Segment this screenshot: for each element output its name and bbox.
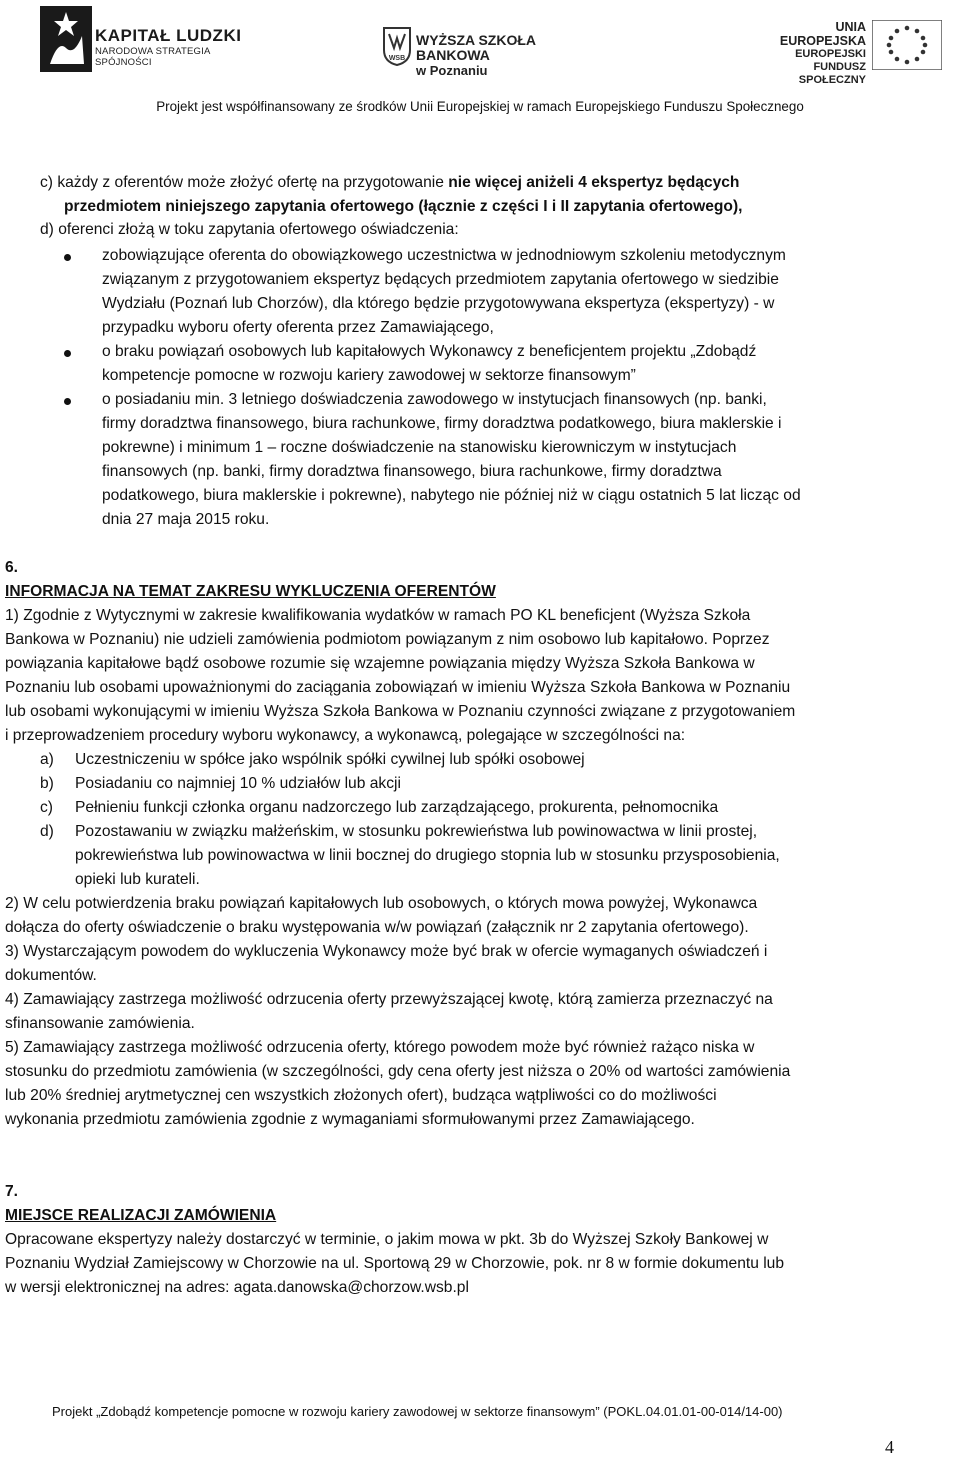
s6-item-a-label: a) bbox=[40, 751, 54, 768]
bullet-dot bbox=[64, 254, 71, 261]
s6-p5-line4: wykonania przedmiotu zamówienia zgodnie z wymaganiami sformułowanymi przez Zamawiającego. bbox=[5, 1111, 695, 1128]
bullet2-line2: kompetencje pomocne w rozwoju kariery zawodowej w sektorze finansowym” bbox=[102, 367, 636, 384]
bullet3-line1: o posiadaniu min. 3 letniego doświadczenia zawodowego w instytucjach finansowych (np. banki, bbox=[102, 391, 767, 408]
s6-p1-line5: lub osobami wykonującymi w imieniu Wyższa Szkoła Bankowa w Poznaniu czynności związane z przygotowaniem bbox=[5, 703, 796, 720]
bullet1-line3: Wydziału (Poznań lub Chorzów), dla którego będzie przygotowywana ekspertyza (ekspertyzy) - w bbox=[102, 295, 775, 312]
eu-title: UNIA EUROPEJSKA bbox=[779, 20, 866, 48]
s6-item-d-line1: Pozostawaniu w związku małżeńskim, w stosunku pokrewieństwa lub powinowactwa w linii prostej, bbox=[75, 823, 758, 840]
kapital-ludzki-logo bbox=[40, 6, 250, 74]
s6-p1-line1: 1) Zgodnie z Wytycznymi w zakresie kwalifikowania wydatków w ramach PO KL beneficjent (Wyższa Szkoła bbox=[5, 607, 751, 624]
s6-item-d-line3: opieki lub kurateli. bbox=[75, 871, 200, 888]
wsb-name: WYŻSZA SZKOŁA BANKOWA bbox=[416, 32, 536, 63]
section6-heading: INFORMACJA NA TEMAT ZAKRESU WYKLUCZENIA OFERENTÓW bbox=[5, 583, 496, 600]
s6-item-d-line2: pokrewieństwa lub powinowactwa w linii bocznej do drugiego stopnia lub w stosunku przysposobienia, bbox=[75, 847, 780, 864]
bullet-dot bbox=[64, 350, 71, 357]
kapital-ludzki-emblem-icon bbox=[40, 6, 92, 72]
point-c-line1: c) każdy z oferentów może złożyć ofertę na przygotowanie nie więcej aniżeli 4 ekspertyz będących bbox=[40, 174, 740, 191]
bullet3-line5: podatkowego, biura maklerskie i pokrewne), nabytego nie później niż w ciągu ostatnich 5 lat licząc od bbox=[102, 487, 801, 504]
s6-p4-line2: sfinansowanie zamówienia. bbox=[5, 1015, 195, 1032]
s6-item-b-text: Posiadaniu co najmniej 10 % udziałów lub akcji bbox=[75, 775, 401, 792]
bullet1-line1: zobowiązujące oferenta do obowiązkowego uczestnictwa w jednodniowym szkoleniu metodycznym bbox=[102, 247, 786, 264]
wsb-emblem-text: WSB bbox=[388, 55, 406, 62]
point-c-line2: przedmiotem niniejszego zapytania ofertowego (łącznie z części I i II zapytania ofertowego), bbox=[64, 198, 743, 215]
section7-number: 7. bbox=[5, 1183, 19, 1200]
s6-item-b-label: b) bbox=[40, 775, 54, 792]
wsb-city: w Poznaniu bbox=[416, 63, 488, 78]
s6-p3-line1: 3) Wystarczającym powodem do wykluczenia Wykonawcy może być brak w ofercie wymaganych oświadczeń i bbox=[5, 943, 768, 960]
point-d-line: d) oferenci złożą w toku zapytania ofertowego oświadczenia: bbox=[40, 221, 459, 238]
s6-p4-line1: 4) Zamawiający zastrzega możliwość odrzucenia oferty przewyższającej kwotę, którą zamierza przeznaczyć na bbox=[5, 991, 773, 1008]
s6-p1-line6: i przeprowadzeniem procedury wyboru wykonawcy, a wykonawcą, polegające w szczególności na: bbox=[5, 727, 686, 744]
kapital-ludzki-subtitle: NARODOWA STRATEGIA SPÓJNOŚCI bbox=[95, 46, 210, 68]
s7-line3: w wersji elektronicznej na adres: agata.danowska@chorzow.wsb.pl bbox=[5, 1279, 469, 1296]
wsb-emblem-icon bbox=[382, 24, 412, 66]
bullet1-line4: przypadku wyboru oferty oferenta przez Zamawiającego, bbox=[102, 319, 494, 336]
bullet2-line1: o braku powiązań osobowych lub kapitałowych Wykonawcy z beneficjentem projektu „Zdobądź bbox=[102, 343, 757, 360]
s6-item-c-label: c) bbox=[40, 799, 53, 816]
bullet3-line2: firmy doradztwa finansowego, biura rachunkowe, firmy doradztwa podatkowego, biura maklerskie i bbox=[102, 415, 782, 432]
s6-p2-line1: 2) W celu potwierdzenia braku powiązań kapitałowych lub osobowych, o których mowa powyżej, Wykonawca bbox=[5, 895, 758, 912]
eu-flag-icon bbox=[872, 20, 942, 70]
page-footer: Projekt „Zdobądź kompetencje pomocne w rozwoju kariery zawodowej w sektorze finansowym” (POKL.04.01.01-00-014/14-00) bbox=[52, 1404, 783, 1419]
s6-item-a-text: Uczestniczeniu w spółce jako wspólnik spółki cywilnej lub spółki osobowej bbox=[75, 751, 585, 768]
bullet3-line3: pokrewne) i minimum 1 – roczne doświadczenie na stanowisku kierowniczym w instytucjach bbox=[102, 439, 737, 456]
s6-p5-line3: lub 20% średniej arytmetycznej cen wszystkich złożonych ofert), budząca wątpliwości co do możliwości bbox=[5, 1087, 717, 1104]
page-number: 4 bbox=[885, 1437, 894, 1457]
s6-p5-line1: 5) Zamawiający zastrzega możliwość odrzucenia oferty, którego powodem może być również rażąco niska w bbox=[5, 1039, 755, 1056]
section6-number: 6. bbox=[5, 559, 19, 576]
s6-item-c-text: Pełnieniu funkcji członka organu nadzorczego lub zarządzającego, prokurenta, pełnomocnika bbox=[75, 799, 719, 816]
s6-p3-line2: dokumentów. bbox=[5, 967, 97, 984]
s6-p1-line4: Poznaniu lub osobami upoważnionymi do zaciągania zobowiązań w imieniu Wyższa Szkoła Bankowa w Poznaniu bbox=[5, 679, 791, 696]
section7-heading: MIEJSCE REALIZACJI ZAMÓWIENIA bbox=[5, 1207, 277, 1224]
s7-line2: Poznaniu Wydział Zamiejscowy w Chorzowie na ul. Sportową 29 w Chorzowie, pok. nr 8 w formie dokumentu lub bbox=[5, 1255, 785, 1272]
eu-logo bbox=[752, 20, 942, 86]
page-header bbox=[0, 0, 960, 130]
bullet-dot bbox=[64, 398, 71, 405]
bullet3-line4: finansowych (np. banki, firmy doradztwa finansowego, biura rachunkowe, firmy doradztwa bbox=[102, 463, 722, 480]
s6-p2-line2: dołącza do oferty oświadczenie o braku występowania w/w powiązań (załącznik nr 2 zapytania ofertowego). bbox=[5, 919, 749, 936]
cofinancing-note: Projekt jest współfinansowany ze środków Unii Europejskiej w ramach Europejskiego Funduszu Społecznego bbox=[156, 99, 804, 114]
s6-item-d-label: d) bbox=[40, 823, 54, 840]
eu-fund-line1: EUROPEJSKI bbox=[795, 48, 866, 60]
s7-line1: Opracowane ekspertyzy należy dostarczyć w terminie, o jakim mowa w pkt. 3b do Wyższej Szkoły Bankowej w bbox=[5, 1231, 769, 1248]
wsb-logo bbox=[382, 24, 612, 78]
s6-p1-line2: Bankowa w Poznaniu) nie udzieli zamówienia podmiotom powiązanym z nim osobowo lub kapitałowo. Poprzez bbox=[5, 631, 770, 648]
s6-p5-line2: stosunku do przedmiotu zamówienia (w szczególności, gdy cena oferty jest niższa o 20% od wartości zamówienia bbox=[5, 1063, 791, 1080]
kapital-ludzki-title: KAPITAŁ LUDZKI bbox=[95, 26, 242, 45]
bullet1-line2: związanym z przygotowaniem ekspertyz będących przedmiotem zapytania ofertowego w siedzibie bbox=[102, 271, 779, 288]
s6-p1-line3: powiązania kapitałowe bądź osobowe rozumie się wzajemne powiązania między Wyższa Szkoła Bankowa w bbox=[5, 655, 755, 672]
eu-fund-line2: FUNDUSZ SPOŁECZNY bbox=[798, 61, 866, 86]
bullet3-line6: dnia 27 maja 2015 roku. bbox=[102, 511, 270, 528]
